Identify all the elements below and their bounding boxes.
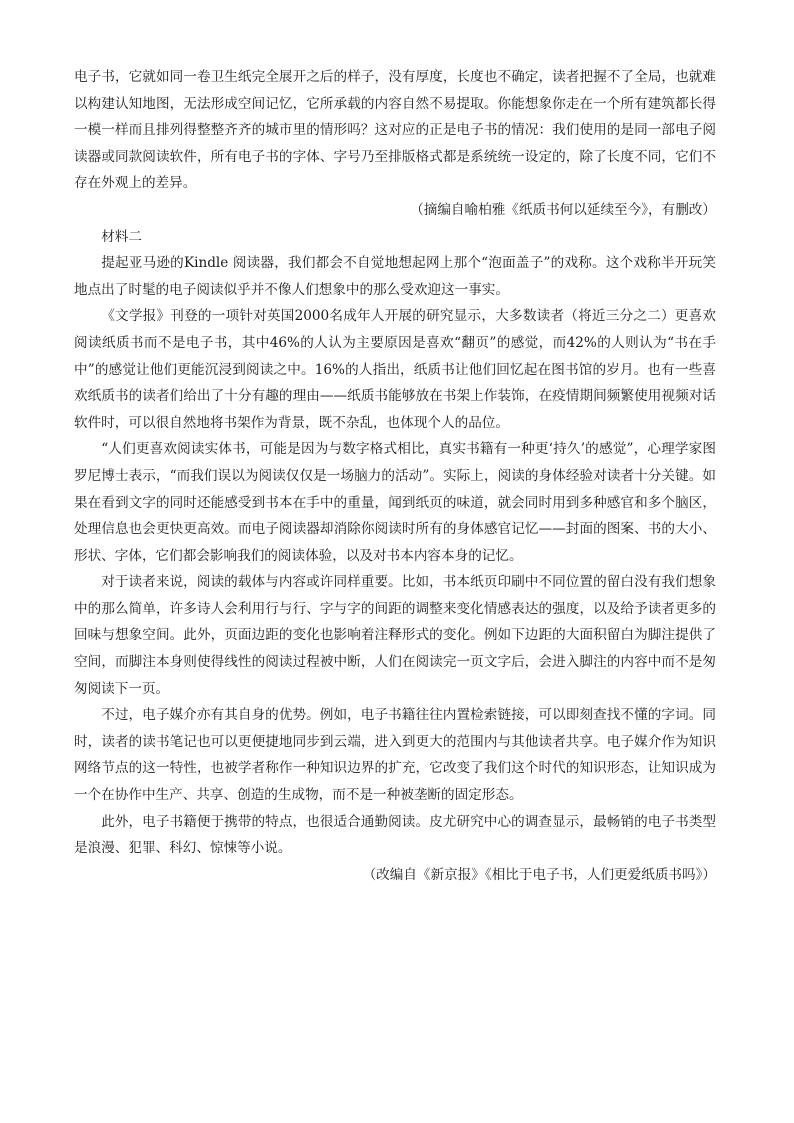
paragraph-kindle: 提起亚马逊的Kindle 阅读器，我们都会不自觉地想起网上那个“泡面盖子”的戏称。这个戏称半开玩笑地点出了时髦的电子阅读似乎并不像人们想象中的那么受欢迎这一事实。 <box>74 255 716 298</box>
document-page <box>74 64 716 888</box>
section-heading-material-two: 材料二 <box>101 228 142 245</box>
paragraph-layout: 对于读者来说，阅读的载体与内容或许同样重要。比如，书本纸页印刷中不同位置的留白没有我们想象中的那么简单，许多诗人会利用行与行、字与字的间距的调整来变化情感表达的强度，以及给予读者更多的回味与想象空间。此外，页面边距的变化也影响着注释形式的变化。例如下边距的大面积留白为脚注提供了空间，而脚注本身则使得线性的阅读过程被中断，人们在阅读完一页文字后，会进入脚注的内容中而不是匆匆阅读下一页。 <box>74 574 716 697</box>
source-citation-material-one: （摘编自喻柏雅《纸质书何以延续至今》，有删改） <box>410 201 716 218</box>
paragraph-survey: 《文学报》刊登的一项针对英国2000名成年人开展的研究显示，大多数读者（将近三分之二）更喜欢阅读纸质书而不是电子书，其中46%的人认为主要原因是喜欢“翻页”的感觉，而42%的人则认为“书在手中”的感觉让他们更能沉浸到阅读之中。16%的人指出，纸质书让他们回忆起在图书馆的岁月。也有一些喜欢纸质书的读者们给出了十分有趣的理由——纸质书能够放在书架上作装饰，在疫情期间频繁使用视频对话软件时，可以很自然地将书架作为背景，既不杂乱，也体现个人的品位。 <box>74 308 716 431</box>
paragraph-commuting: 此外，电子书籍便于携带的特点，也很适合通勤阅读。皮尤研究中心的调查显示，最畅销的电子书类型是浪漫、犯罪、科幻、惊悚等小说。 <box>74 813 716 857</box>
source-citation-material-two: （改编自《新京报》《相比于电子书，人们更爱纸质书吗》） <box>362 866 716 883</box>
paragraph-digital-advantages: 不过，电子媒介亦有其自身的优势。例如，电子书籍往往内置检索链接，可以即刻查找不懂的字词。同时，读者的读书笔记也可以更便捷地同步到云端，进入到更大的范围内与其他读者共享。电子媒介作为知识网络节点的这一特性，也被学者称作一种知识边界的扩充，它改变了我们这个时代的知识形态，让知识成为一个在协作中生产、共享、创造的生成物，而不是一种被垄断的固定形态。 <box>74 707 716 804</box>
paragraph-physical-experience: “人们更喜欢阅读实体书，可能是因为与数字格式相比，真实书籍有一种更‘持久’的感觉”，心理学家图罗尼博士表示，“而我们误以为阅读仅仅是一场脑力的活动”。实际上，阅读的身体经验对读者十分关键。如果在看到文字的同时还能感受到书本在手中的重量，闻到纸页的味道，就会同时用到多种感官和多个脑区，处理信息也会更快更高效。而电子阅读器却消除你阅读时所有的身体感官记忆——封面的图案、书的大小、形状、字体，它们都会影响我们的阅读体验，以及对书本内容本身的记忆。 <box>74 441 716 564</box>
paragraph-continued: 电子书，它就如同一卷卫生纸完全展开之后的样子，没有厚度，长度也不确定，读者把握不了全局，也就难以构建认知地图，无法形成空间记忆，它所承载的内容自然不易提取。你能想象你走在一个所有建筑都长得一模一样而且排列得整整齐齐的城市里的情形吗？这对应的正是电子书的情况：我们使用的是同一部电子阅读器或同款阅读软件，所有电子书的字体、字号乃至排版格式都是系统统一设定的，除了长度不同，它们不存在外观上的差异。 <box>74 69 716 192</box>
